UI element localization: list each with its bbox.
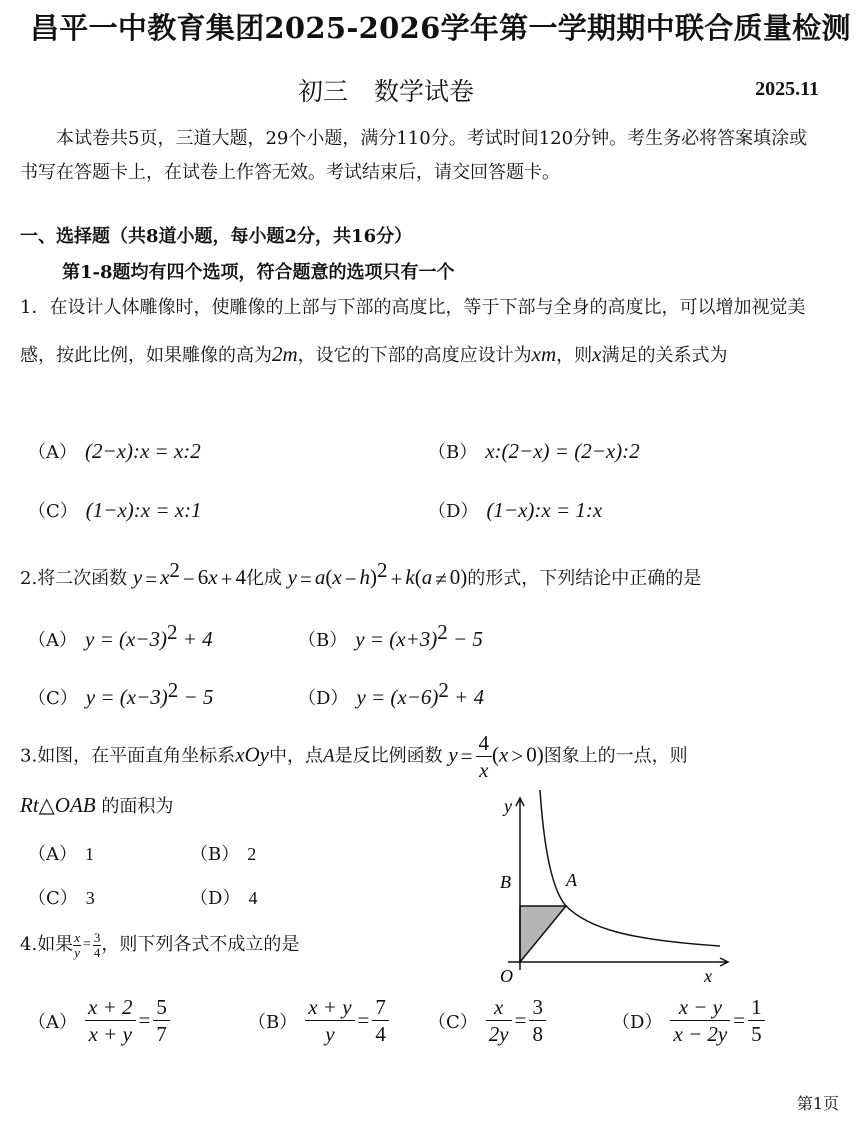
question-2-text: 2.将二次函数 $y = x^2 - 6x + 4$化成 $y = a(x - h)^2 + k(a \ne 0)$的形式，下列结论中正确的是 [20,558,702,591]
q4-option-d: （D） $\frac{x - y}{x - 2y}$ = $\frac{1}{5}$ [612,994,765,1047]
q1-option-c: （C） (1−x):x = x:1 [28,498,202,522]
q2-option-c: （C） $y = (x-3)^2 - 5$ [28,678,214,709]
question-3-text: 3.如图，在平面直角坐标系xOy中，点A是反比例函数 y = $\frac{4}{x}$ (x > 0)图象上的一点，则 [20,731,688,782]
exam-instructions: 本试卷共5页，三道大题，29个小题，满分110分。考试时间120分钟。考生务必将答案填涂或书写在答题卡上，在试卷上作答无效。考试结束后，请交回答题卡。 [20,128,808,183]
q1-option-b: （B） x:(2−x) = (2−x):2 [428,439,640,463]
q2-option-d: （D） $y = (x-6)^2 + 4$ [298,678,485,709]
q2-option-a: （A） $y = (x-3)^2 + 4$ [28,620,213,651]
label-y: y [504,796,512,816]
page-number: 第1页 [796,1094,839,1113]
exam-title: 昌平一中教育集团2025-2026学年第一学期期中联合质量检测 [30,11,851,45]
label-x: x [704,966,712,986]
q4-option-b: （B） $\frac{x + y}{y}$ = $\frac{7}{4}$ [248,994,389,1047]
hyperbola-curve [540,790,720,946]
q2-option-b: （B） $y = (x+3)^2 - 5$ [298,620,483,651]
exam-subtitle [298,72,474,108]
label-b: B [500,872,511,892]
q3-figure [478,790,738,990]
label-a: A [566,870,577,890]
exam-date: 2025.11 [755,78,819,100]
q3-option-a: （A） 1 [28,844,94,865]
subject-label: 数学试卷 [374,77,475,106]
section-heading: 一、选择题（共8道小题，每小题2分，共16分） [20,226,413,247]
q4-option-a: （A） $\frac{x + 2}{x + y}$ = $\frac{5}{7}$ [28,994,170,1047]
q1-option-a: （A） (2−x):x = x:2 [28,439,201,463]
label-o: O [500,966,513,986]
section-note: 第1-8题均有四个选项，符合题意的选项只有一个 [62,262,455,283]
q3-option-c: （C） 3 [28,888,95,909]
q3-option-b: （B） 2 [190,844,257,865]
question-1-text: 1．在设计人体雕像时，使雕像的上部与下部的高度比，等于下部与全身的高度比，可以增加视觉美感，按此比例，如果雕像的高为2m，设它的下部的高度应设计为xm，则x满足的关系式为 [20,297,806,366]
q4-option-c: （C） $\frac{x}{2y}$ = $\frac{3}{8}$ [428,994,546,1047]
grade-label: 初三 [298,77,349,106]
q3-option-d: （D） 4 [190,888,258,909]
triangle-oab [520,906,566,962]
q1-option-d: （D） (1−x):x = 1:x [428,498,603,522]
question-4-text: 4.如果 $\frac{x}{y}$ = $\frac{3}{4}$ ，则下列各式不成立的是 [20,929,300,960]
question-3-text-line2: Rt△OAB 的面积为 [20,793,174,817]
